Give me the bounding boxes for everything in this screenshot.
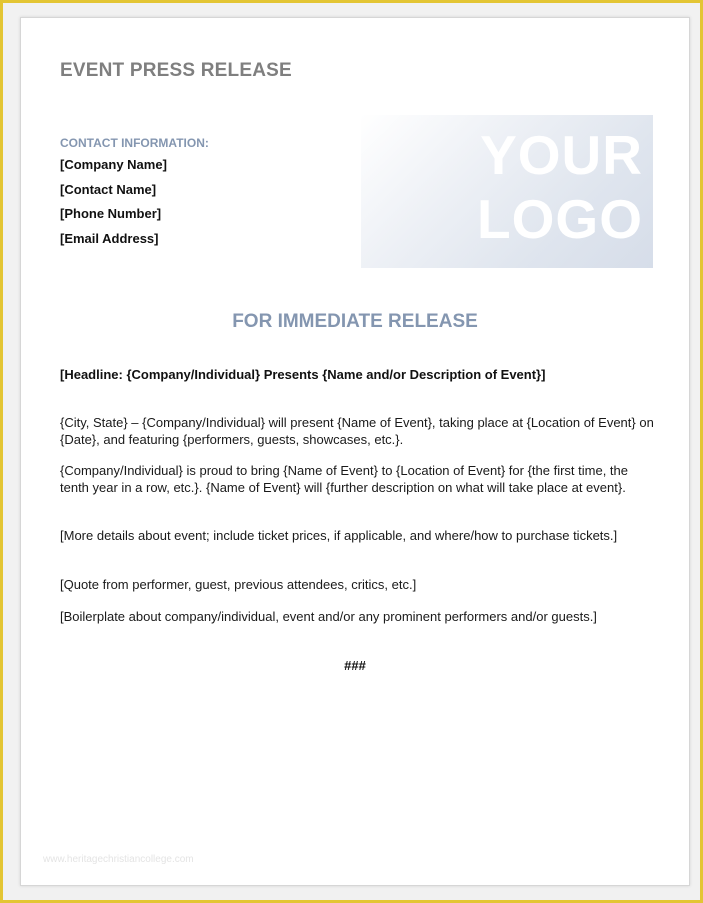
paragraph-intro: {City, State} – {Company/Individual} will present {Name of Event}, taking place at {Location of Event} on {Date}, and featuring {performers, guests, showcases, etc.}. [60,415,654,447]
document-title: EVENT PRESS RELEASE [60,60,292,81]
logo-placeholder [361,115,653,268]
watermark: www.heritagechristiancollege.com [43,854,194,865]
end-mark: ### [344,658,366,673]
logo-text [477,123,643,251]
paragraph-quote: [Quote from performer, guest, previous attendees, critics, etc.] [60,577,417,592]
document-page [20,17,690,886]
contact-heading: CONTACT INFORMATION: [60,136,209,150]
paragraph-boilerplate: [Boilerplate about company/individual, event and/or any prominent performers and/or guests.] [60,609,597,624]
app-background [3,3,700,900]
contact-list [60,156,167,254]
logo-line-2: LOGO [477,188,643,250]
headline: [Headline: {Company/Individual} Presents {Name and/or Description of Event}] [60,367,546,382]
contact-company-name: [Company Name] [60,157,167,172]
logo-line-1: YOUR [480,124,643,186]
contact-contact-name: [Contact Name] [60,181,157,197]
contact-email-address: [Email Address] [60,230,159,246]
release-heading: FOR IMMEDIATE RELEASE [232,311,478,332]
paragraph-details: [More details about event; include ticket prices, if applicable, and where/how to purchase tickets.] [60,528,618,543]
contact-phone-number: [Phone Number] [60,206,162,221]
paragraph-proud: {Company/Individual} is proud to bring {Name of Event} to {Location of Event} for {the first time, the tenth year in a row, etc.}. {Name of Event} will {further description on what will take place at event}. [60,463,629,495]
